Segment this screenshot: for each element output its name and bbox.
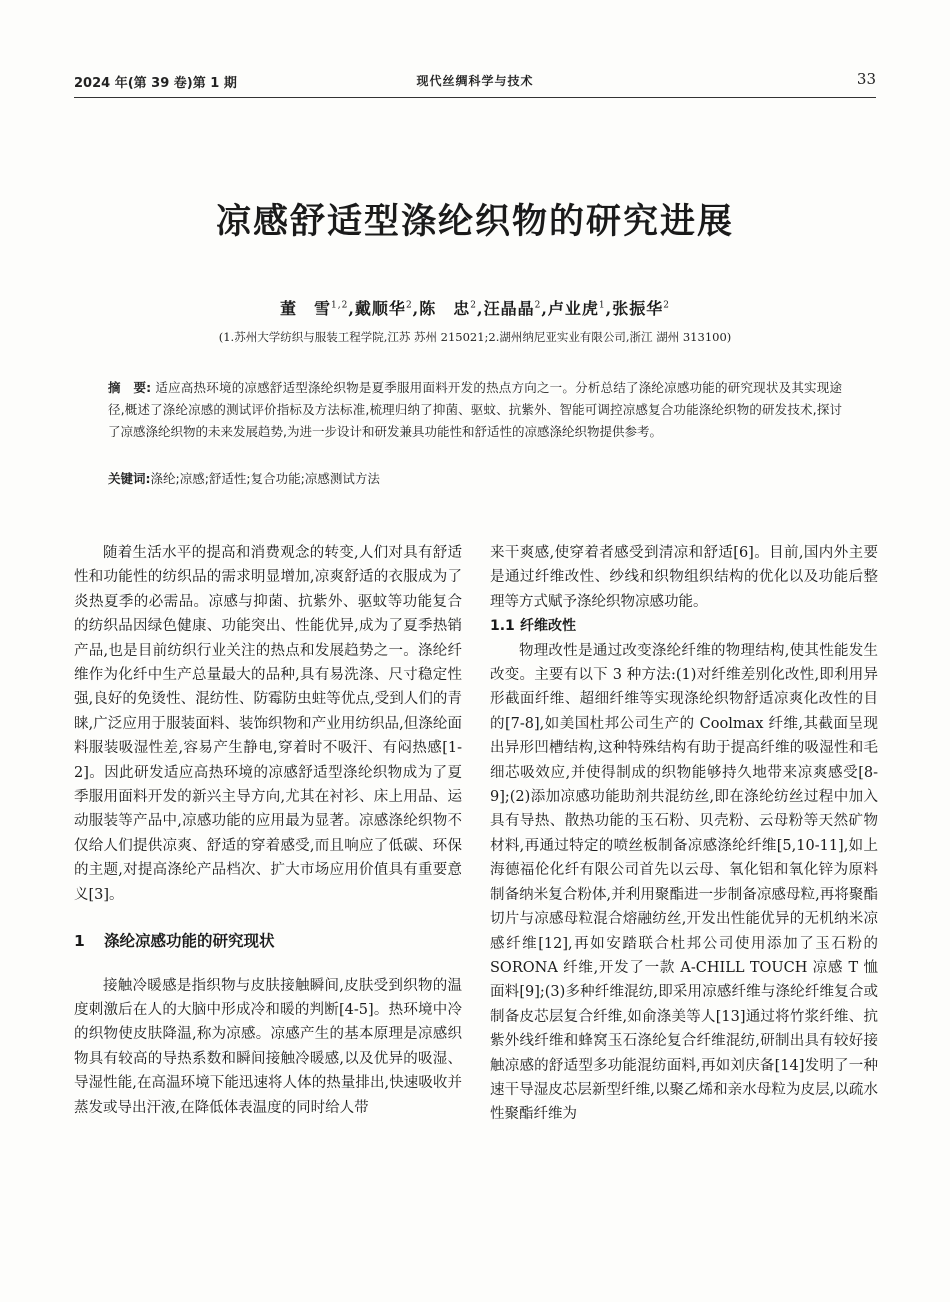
subsection-title: 纤维改性: [520, 618, 576, 635]
author-name: 张振华: [612, 299, 664, 318]
author-affil-mark: 2: [663, 300, 670, 311]
author-name: 卢业虎: [547, 299, 599, 318]
author-affil-mark: 2: [534, 300, 542, 311]
author-affil-mark: 1,2: [331, 300, 349, 311]
subsection-number: 1.1: [490, 618, 515, 635]
author-name: 汪晶晶: [483, 299, 535, 318]
body-paragraph: 物理改性是通过改变涤纶纤维的物理结构,使其性能发生改变。主要有以下 3 种方法:(1)对纤维差别化改性,即利用异形截面纤维、超细纤维等实现涤纶织物舒适凉爽化改性的目的[7-8],如美国杜邦公司生产的 Coolmax 纤维,其截面呈现出异形凹槽结构,这种特殊结构有助于提高纤维的吸湿性和毛细芯吸效应,并使得制成的织物能够持久地带来凉爽感受[8-9];(2)添加凉感功能助剂共混纺丝,即在涤纶纺丝过程中加入具有导热、散热功能的玉石粉、贝壳粉、云母粉等天然矿物材料,再通过特定的喷丝板制备凉感涤纶纤维[5,10-11],如上海德福伦化纤有限公司首先以云母、氧化铝和氧化锌为原料制备纳米复合粉体,并利用聚酯进一步制备凉感母粒,再将聚酯切片与凉感母粒混合熔融纺丝,开发出性能优异的无机纳米凉感纤维[12],再如安踏联合杜邦公司使用添加了玉石粉的 SORONA 纤维,开发了一款 A-CHILL TOUCH 凉感 T 恤面料[9];(3)多种纤维混纺,即采用凉感纤维与涤纶纤维复合或制备皮芯层复合纤维,如俞涤美等人[13]通过将竹浆纤维、抗紫外线纤维和蜂窝玉石涤纶复合纤维混纺,研制出具有较好接触凉感的舒适型多功能混纺面料,再如刘庆备[14]发明了一种速干导湿皮芯层新型纤维,以聚乙烯和亲水母粒为皮层,以疏水性聚酯纤维为: [490, 642, 878, 1123]
keywords-text: 涤纶;凉感;舒适性;复合功能;凉感测试方法: [150, 471, 380, 486]
section-number: 1: [74, 932, 85, 951]
subsection-heading: [490, 614, 878, 638]
keywords-label: 关键词:: [108, 471, 151, 486]
running-header: [74, 72, 876, 94]
article-title: 凉感舒适型涤纶织物的研究进展: [215, 202, 734, 242]
body-column-right: [490, 541, 878, 1127]
author-list: 董 雪$^{1,2}$,戴顺华$^2$,陈 忠$^2$,汪晶晶$^2$,卢业虎$^1$,张振华$^2$: [280, 299, 670, 318]
author-affil-mark: 1: [598, 300, 606, 311]
abstract: [108, 377, 842, 443]
author-name: 戴顺华: [354, 299, 406, 318]
author-name: 董 雪: [280, 299, 332, 318]
author-name: 陈 忠: [419, 299, 471, 318]
abstract-label: 摘 要:: [108, 380, 152, 395]
keywords: [108, 468, 842, 490]
body-column-left: [74, 541, 462, 1120]
affiliations: (1.苏州大学纺织与服装工程学院,江苏 苏州 215021;2.湖州纳尼亚实业有限公司,浙江 湖州 313100): [218, 330, 732, 344]
journal-issue: 2024 年(第 39 卷)第 1 期: [74, 76, 237, 91]
body-paragraph: 来干爽感,使穿着者感受到清凉和舒适[6]。目前,国内外主要是通过纤维改性、纱线和织物组织结构的优化以及功能后整理等方式赋予涤纶织物凉感功能。: [490, 545, 878, 610]
author-affil-mark: 2: [405, 300, 413, 311]
page-number: 33: [856, 70, 876, 88]
section-heading: [74, 929, 462, 953]
header-rule: [74, 97, 876, 98]
section-title: 涤纶凉感功能的研究现状: [104, 932, 275, 951]
body-paragraph: 接触冷暖感是指织物与皮肤接触瞬间,皮肤受到织物的温度刺激后在人的大脑中形成冷和暖的判断[4-5]。热环境中冷的织物使皮肤降温,称为凉感。凉感产生的基本原理是凉感织物具有较高的导热系数和瞬间接触冷暖感,以及优异的吸湿、导湿性能,在高温环境下能迅速将人体的热量排出,快速吸收并蒸发或导出汗液,在降低体表温度的同时给人带: [74, 977, 462, 1116]
body-paragraph: 随着生活水平的提高和消费观念的转变,人们对具有舒适性和功能性的纺织品的需求明显增加,凉爽舒适的衣服成为了炎热夏季的必需品。凉感与抑菌、抗紫外、驱蚊等功能复合的纺织品因绿色健康、功能突出、性能优异,成为了夏季热销产品,也是目前纺织行业关注的热点和发展趋势之一。涤纶纤维作为化纤中生产总量最大的品种,具有易洗涤、尺寸稳定性强,良好的免烫性、混纺性、防霉防虫蛀等优点,受到人们的青睐,广泛应用于服装面料、装饰织物和产业用纺织品,但涤纶面料服装吸湿性差,容易产生静电,穿着时不吸汗、有闷热感[1-2]。因此研发适应高热环境的凉感舒适型涤纶织物成为了夏季服用面料开发的新兴主导方向,尤其在衬衫、床上用品、运动服装等产品中,凉感功能的应用最为显著。凉感涤纶织物不仅给人们提供凉爽、舒适的穿着感受,而且响应了低碳、环保的主题,对提高涤纶产品档次、扩大市场应用价值具有重要意义[3]。: [74, 545, 462, 903]
author-affil-mark: 2: [470, 300, 477, 311]
journal-name: 现代丝绸科学与技术: [416, 74, 534, 88]
abstract-text: 适应高热环境的凉感舒适型涤纶织物是夏季服用面料开发的热点方向之一。分析总结了涤纶凉感功能的研究现状及其实现途径,概述了涤纶凉感的测试评价指标及方法标准,梳理归纳了抑菌、驱蚊、抗紫外、智能可调控凉感复合功能涤纶织物的研发技术,探讨了凉感涤纶织物的未来发展趋势,为进一步设计和研发兼具功能性和舒适性的凉感涤纶织物提供参考。: [108, 380, 842, 439]
